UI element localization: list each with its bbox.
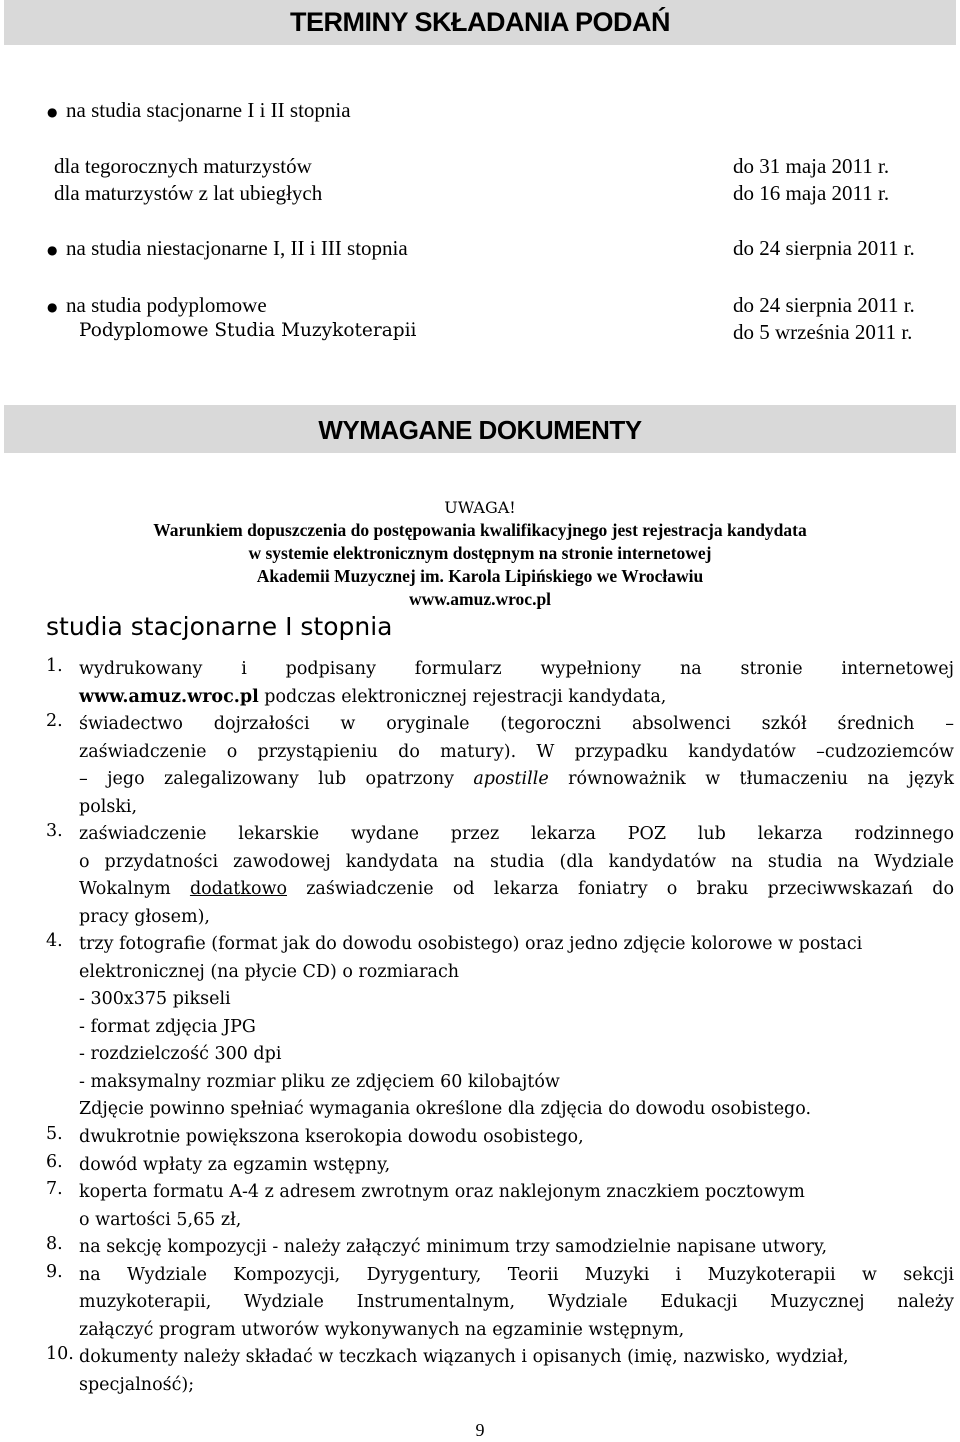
item-text: zaświadczenie od lekarza foniatry o braku przeciwwskazań do <box>287 879 955 899</box>
item-subline: - rozdzielczość 300 dpi <box>79 1044 282 1064</box>
item-text-italic: apostille <box>473 769 549 789</box>
item-line: koperta formatu A-4 z adresem zwrotnym oraz naklejonym znaczkiem pocztowym <box>79 1182 805 1202</box>
item-line: elektronicznej (na płycie CD) o rozmiarach <box>79 961 460 982</box>
term-tegoroczni-label: dla tegorocznych maturzystów <box>54 154 312 178</box>
item-line: o wartości 5,65 zł, <box>79 1209 242 1230</box>
item-text: – jego zalegalizowany lub opatrzony <box>79 769 474 789</box>
item-line: trzy fotografie (format jak do dowodu osobistego) oraz jedno zdjęcie kolorowe w postaci <box>79 934 863 954</box>
term-niestacjonarne-label: na studia niestacjonarne I, II i III stopnia <box>66 236 408 260</box>
item-number: 8. <box>46 1234 63 1254</box>
item-number: 2. <box>46 711 63 731</box>
item-line: dokumenty należy składać w teczkach wiązanych i opisanych (imię, nazwisko, wydział, <box>79 1347 849 1367</box>
bullet-icon: ● <box>47 105 58 119</box>
item-number: 3. <box>46 821 63 841</box>
term-ubiegli-label: dla maturzystów z lat ubiegłych <box>54 181 323 205</box>
term-niestacjonarne-date: do 24 sierpnia 2011 r. <box>733 236 915 260</box>
page-title: TERMINY SKŁADANIA PODAŃ <box>4 0 956 45</box>
item-number: 10. <box>46 1344 74 1364</box>
item-line: wydrukowany i podpisany formularz wypełniony na stronie internetowej <box>79 659 954 679</box>
item-subline: - format zdjęcia JPG <box>79 1016 256 1037</box>
item-number: 1. <box>46 656 63 676</box>
notice-link[interactable]: www.amuz.wroc.pl <box>408 589 552 609</box>
registration-link[interactable]: www.amuz.wroc.pl <box>79 686 259 707</box>
notice-line: w systemie elektronicznym dostępnym na stronie internetowej <box>248 543 712 563</box>
item-line: załączyć program utworów wykonywanych na egzaminie wstępnym, <box>79 1319 685 1340</box>
item-line: pracy głosem), <box>79 906 210 927</box>
term-ubiegli-date: do 16 maja 2011 r. <box>733 181 890 205</box>
term-stacjonarne: na studia stacjonarne I i II stopnia <box>66 98 351 122</box>
item-line: muzykoterapii, Wydziale Instrumentalnym, Wydziale Edukacji Muzycznej należy <box>79 1292 954 1312</box>
term-podyplomowe-label: na studia podyplomowe <box>66 293 267 317</box>
item-number: 5. <box>46 1124 63 1144</box>
item-line: specjalność); <box>79 1374 195 1395</box>
item-line: Zdjęcie powinno spełniać wymagania określone dla zdjęcia do dowodu osobistego. <box>79 1099 812 1119</box>
documents-title: WYMAGANE DOKUMENTY <box>4 405 956 453</box>
item-line: na Wydziale Kompozycji, Dyrygentury, Teorii Muzyki i Muzykoterapii w sekcji <box>79 1264 954 1285</box>
item-text: równoważnik w tłumaczeniu na język <box>548 769 954 789</box>
item-subline: - maksymalny rozmiar pliku ze zdjęciem 60 kilobajtów <box>79 1071 560 1092</box>
term-podyplomowe-date: do 24 sierpnia 2011 r. <box>733 293 915 317</box>
term-muzykoterapia-date: do 5 września 2011 r. <box>733 320 913 344</box>
notice-line: Warunkiem dopuszczenia do postępowania kwalifikacyjnego jest rejestracja kandydata <box>153 520 807 540</box>
item-number: 6. <box>46 1151 63 1172</box>
item-line: świadectwo dojrzałości w oryginale (tegoroczni absolwenci szkół średnich – <box>79 714 954 734</box>
item-line <box>79 684 954 712</box>
item-text: podczas elektronicznej rejestracji kandydata, <box>258 686 667 707</box>
item-number: 7. <box>46 1179 63 1199</box>
item-line <box>79 766 954 794</box>
item-line: na sekcję kompozycji - należy załączyć minimum trzy samodzielnie napisane utwory, <box>79 1237 828 1257</box>
item-text-underlined: dodatkowo <box>189 879 287 899</box>
page-number: 9 <box>475 1420 485 1440</box>
item-line: dowód wpłaty za egzamin wstępny, <box>79 1154 391 1175</box>
item-line: zaświadczenie lekarskie wydane przez lekarza POZ lub lekarza rodzinnego <box>79 824 954 844</box>
notice-heading: UWAGA! <box>444 498 516 517</box>
item-line: dwukrotnie powiększona kserokopia dowodu osobistego, <box>79 1127 584 1147</box>
notice-line: Akademii Muzycznej im. Karola Lipińskiego we Wrocławiu <box>256 566 704 586</box>
item-line: polski, <box>79 796 138 817</box>
section-heading: studia stacjonarne I stopnia <box>46 612 393 641</box>
item-number: 4. <box>46 931 63 951</box>
item-line: o przydatności zawodowej kandydata na studia (dla kandydatów na studia na Wydziale <box>79 851 954 872</box>
item-line: zaświadczenie o przystąpieniu do matury). W przypadku kandydatów –cudzoziemców <box>79 741 954 762</box>
item-subline: - 300x375 pikseli <box>79 989 231 1009</box>
bullet-icon: ● <box>47 300 58 314</box>
term-tegoroczni-date: do 31 maja 2011 r. <box>733 154 890 178</box>
term-muzykoterapia-label: Podyplomowe Studia Muzykoterapii <box>79 320 417 341</box>
item-text: Wokalnym <box>79 879 190 899</box>
item-line <box>79 876 954 904</box>
bullet-icon: ● <box>47 243 58 257</box>
item-number: 9. <box>46 1261 63 1282</box>
